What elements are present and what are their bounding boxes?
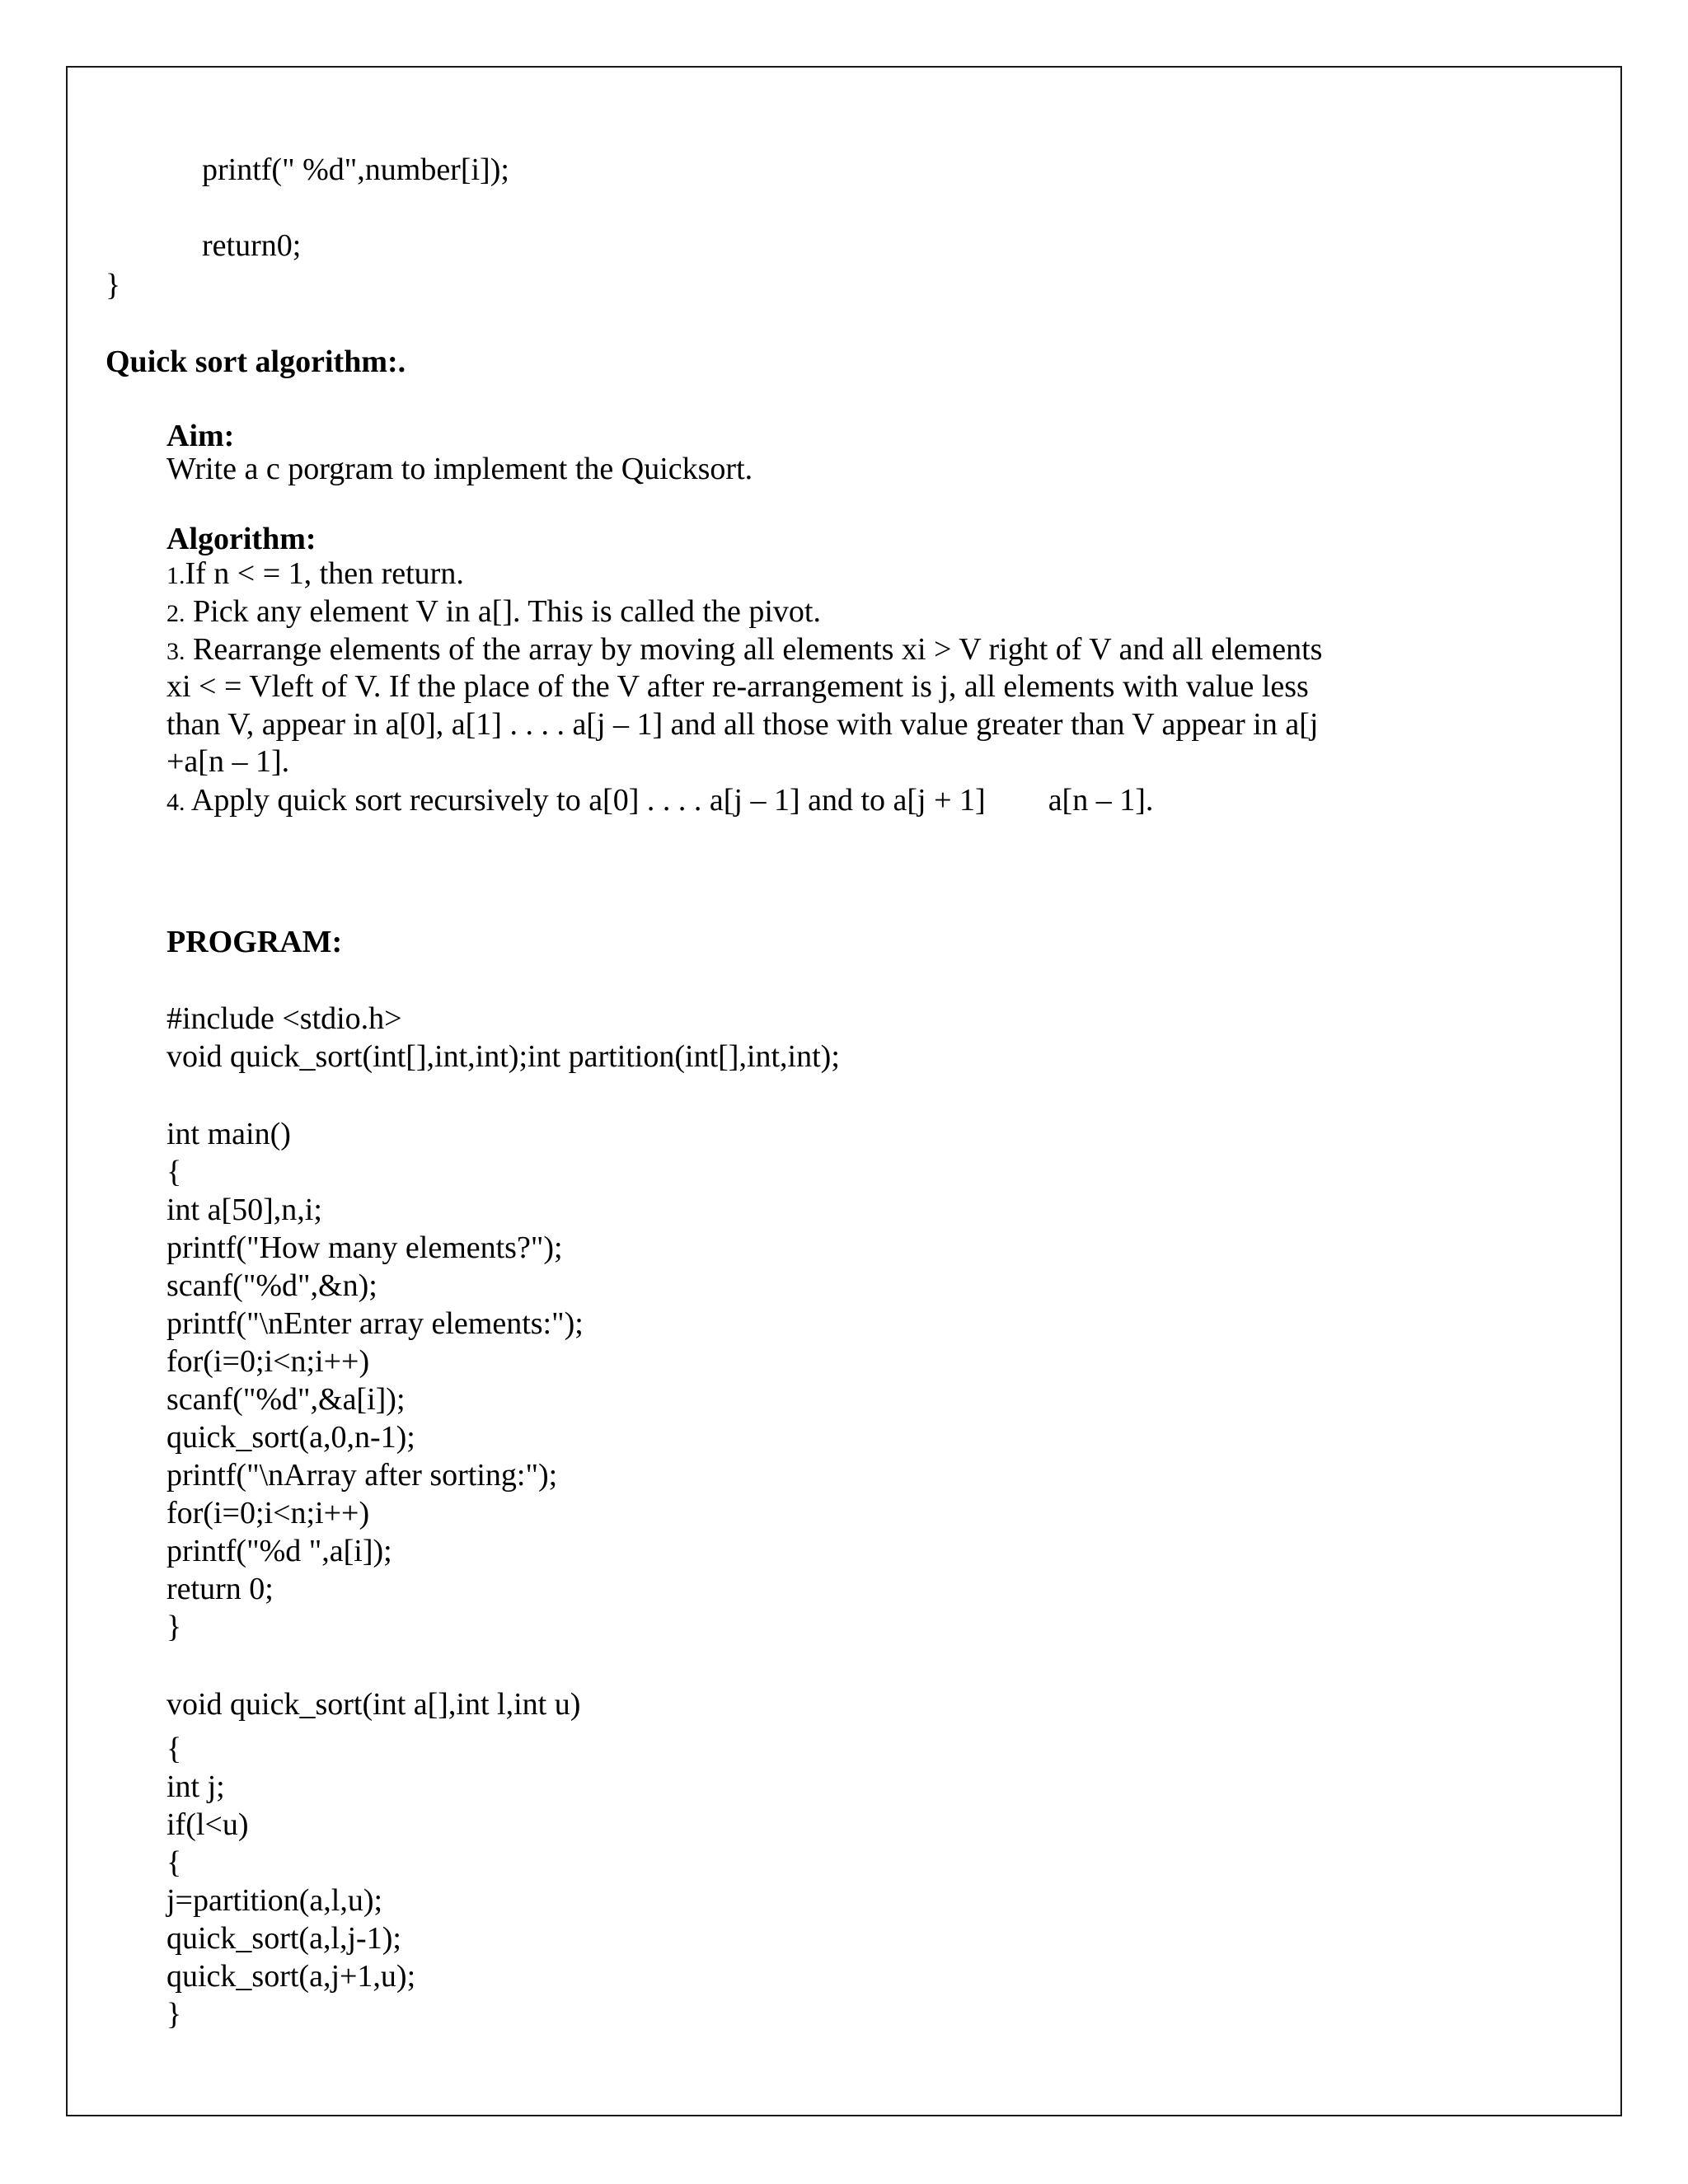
- algorithm-step-1: [166, 555, 464, 595]
- algorithm-step-3: [166, 630, 1322, 671]
- code-quicksort-line: j=partition(a,l,u);: [166, 1883, 383, 1918]
- code-prototypes: void quick_sort(int[],int,int);int partition(int[],int,int);: [166, 1039, 840, 1074]
- section-heading: Quick sort algorithm:.: [106, 344, 406, 379]
- step-number: 3.: [166, 638, 185, 665]
- code-quicksort-line: }: [166, 1997, 182, 2032]
- program-label: PROGRAM:: [166, 925, 343, 959]
- code-main-line: for(i=0;i<n;i++): [166, 1344, 370, 1379]
- step-text: If n < = 1, then return.: [185, 556, 464, 591]
- code-close-brace: }: [106, 268, 121, 302]
- algorithm-step-3-cont-1: xi < = Vleft of V. If the place of the V after re-arrangement is j, all elements with value less: [166, 669, 1309, 704]
- code-main-line: }: [166, 1610, 182, 1644]
- step-text: Rearrange elements of the array by moving all elements xi > V right of V and all elements: [185, 632, 1323, 667]
- algorithm-step-2: [166, 593, 821, 633]
- code-main-line: printf("\nEnter array elements:");: [166, 1306, 584, 1341]
- code-line-return: return0;: [202, 228, 302, 263]
- code-main-line: printf("\nArray after sorting:");: [166, 1458, 558, 1493]
- code-include: #include <stdio.h>: [166, 1001, 402, 1036]
- code-quicksort-line: if(l<u): [166, 1807, 249, 1842]
- algorithm-step-3-cont-2: than V, appear in a[0], a[1] . . . . a[j – 1] and all those with value greater than V appear in a[j: [166, 707, 1319, 742]
- code-quicksort-line: {: [166, 1732, 182, 1766]
- code-main-line: printf("%d ",a[i]);: [166, 1534, 392, 1568]
- code-main-line: scanf("%d",&n);: [166, 1268, 377, 1303]
- algorithm-step-4: [166, 781, 1153, 822]
- algorithm-label: Algorithm:: [166, 522, 316, 556]
- code-main-line: printf("How many elements?");: [166, 1230, 563, 1265]
- code-main-line: int main(): [166, 1117, 291, 1151]
- code-line-printf: printf(" %d",number[i]);: [202, 152, 509, 187]
- aim-text: Write a c porgram to implement the Quicksort.: [166, 452, 753, 486]
- code-main-line: int a[50],n,i;: [166, 1193, 322, 1227]
- step-number: 2.: [166, 600, 185, 627]
- code-quicksort-line: void quick_sort(int a[],int l,int u): [166, 1687, 581, 1722]
- step-text: Pick any element V in a[]. This is called the pivot.: [185, 594, 821, 629]
- step-number: 4.: [166, 789, 185, 816]
- code-quicksort-line: quick_sort(a,j+1,u);: [166, 1959, 416, 1994]
- step-number: 1.: [166, 562, 185, 589]
- code-quicksort-line: {: [166, 1845, 182, 1880]
- code-main-line: for(i=0;i<n;i++): [166, 1496, 370, 1530]
- code-quicksort-line: int j;: [166, 1769, 225, 1804]
- code-quicksort-line: quick_sort(a,l,j-1);: [166, 1921, 401, 1956]
- code-main-line: quick_sort(a,0,n-1);: [166, 1420, 415, 1455]
- code-main-line: {: [166, 1155, 182, 1189]
- code-main-line: scanf("%d",&a[i]);: [166, 1382, 406, 1417]
- step-text: Apply quick sort recursively to a[0] . . . . a[j – 1] and to a[j + 1] a[n – 1].: [185, 783, 1154, 818]
- code-main-line: return 0;: [166, 1572, 274, 1606]
- algorithm-step-3-cont-3: +a[n – 1].: [166, 744, 290, 779]
- aim-label: Aim:: [166, 419, 235, 453]
